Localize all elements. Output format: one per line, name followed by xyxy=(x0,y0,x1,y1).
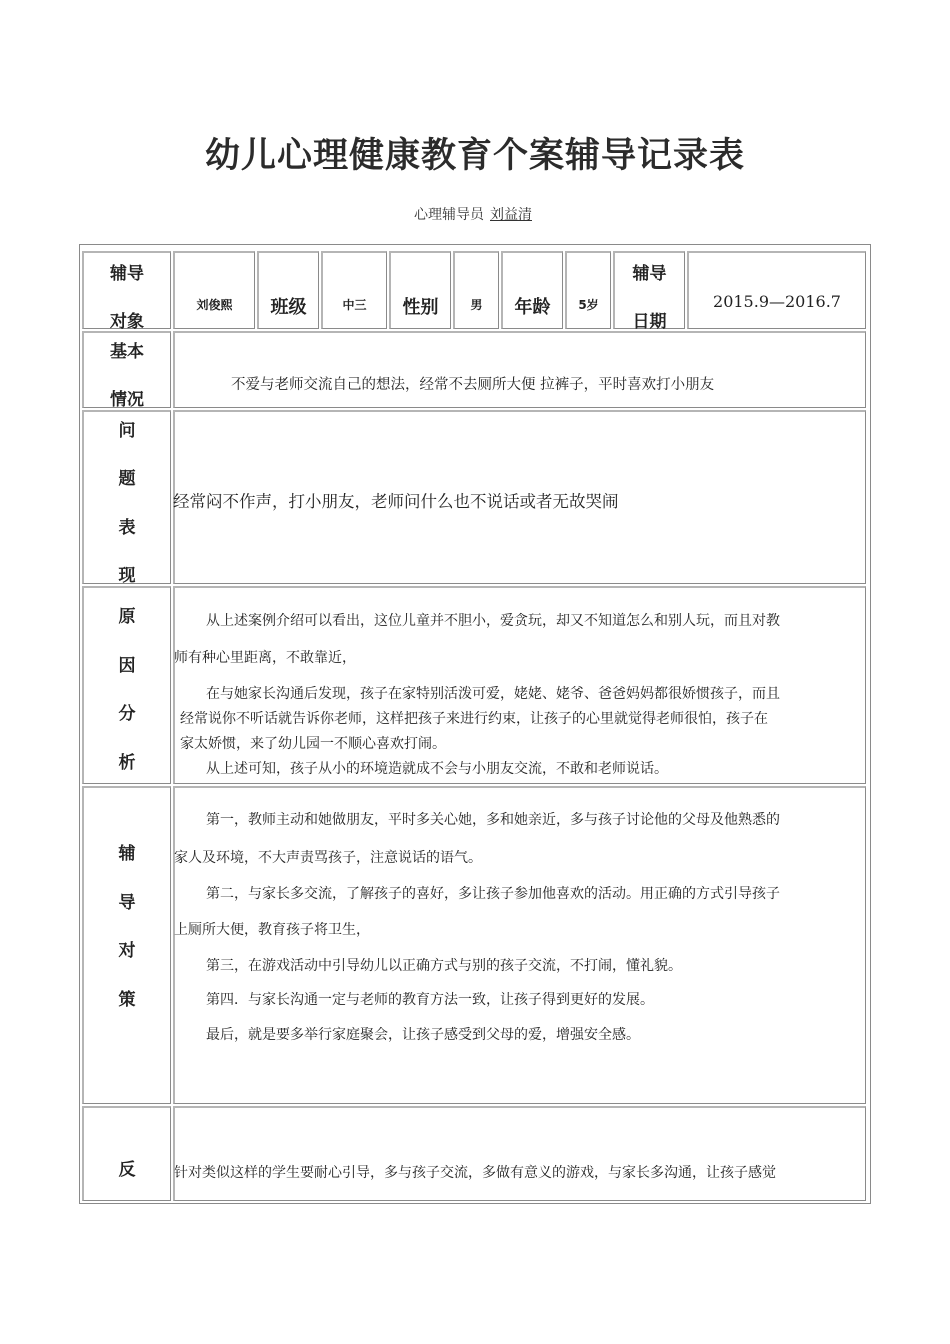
reflection-label: 反 xyxy=(118,1160,136,1180)
class-value-cell xyxy=(321,251,387,329)
target-label-line1: 辅导 xyxy=(110,264,144,284)
basic-info-label-cell xyxy=(82,331,171,408)
age-value: 5岁 xyxy=(578,298,599,312)
strategy-label-2: 导 xyxy=(118,893,136,913)
cause-label-1: 原 xyxy=(118,607,136,627)
problem-label-cell xyxy=(82,410,171,584)
gender-value-cell xyxy=(453,251,499,329)
counselor-label: 心理辅导员 xyxy=(414,207,484,223)
page-title: 幼儿心理健康教育个案辅导记录表 xyxy=(204,136,745,176)
strategy-label-4: 策 xyxy=(118,990,136,1010)
strategy-text-cell xyxy=(173,786,866,1104)
target-label-cell xyxy=(82,251,171,332)
age-value-cell xyxy=(565,251,611,329)
target-label-line2: 对象 xyxy=(110,312,144,332)
strategy-line: 最后，就是要多举行家庭聚会，让孩子感受到父母的爱，增强安全感。 xyxy=(206,1027,640,1043)
cause-line: 在与她家长沟通后发现，孩子在家特别活泼可爱，姥姥、姥爷、爸爸妈妈都很娇惯孩子，而且 xyxy=(206,686,780,702)
strategy-line: 上厕所大便，教育孩子将卫生， xyxy=(174,922,370,938)
basic-info-label-line2: 情况 xyxy=(110,390,144,410)
problem-text-cell xyxy=(173,410,866,584)
cause-label-cell xyxy=(82,586,171,784)
date-label-line2: 日期 xyxy=(632,312,667,332)
cause-label-4: 析 xyxy=(118,753,136,773)
reflection-label-cell xyxy=(82,1106,171,1201)
strategy-label-3: 对 xyxy=(118,941,136,961)
cause-text-cell xyxy=(173,586,866,784)
student-name-cell xyxy=(173,251,255,329)
class-label-cell xyxy=(257,251,319,329)
strategy-line: 第三，在游戏活动中引导幼儿以正确方式与别的孩子交流，不打闹，懂礼貌。 xyxy=(206,958,682,974)
gender-label: 性别 xyxy=(402,297,439,318)
gender-label-cell xyxy=(389,251,451,329)
date-label-line1: 辅导 xyxy=(632,264,667,284)
date-value: 2015.9—2016.7 xyxy=(713,292,841,311)
reflection-text-cell xyxy=(173,1106,866,1201)
problem-label-1: 问 xyxy=(118,421,136,441)
gender-value: 男 xyxy=(470,298,483,312)
counselor-line xyxy=(0,204,950,224)
strategy-line: 第一，教师主动和她做朋友，平时多关心她，多和她亲近，多与孩子讨论他的父母及他熟悉的 xyxy=(206,812,780,828)
reflection-text: 针对类似这样的学生要耐心引导，多与孩子交流，多做有意义的游戏，与家长多沟通，让孩子感觉 xyxy=(174,1165,776,1181)
strategy-line: 第四．与家长沟通一定与老师的教育方法一致，让孩子得到更好的发展。 xyxy=(206,992,654,1008)
basic-info-text-cell xyxy=(173,331,866,408)
strategy-line: 第二，与家长多交流，了解孩子的喜好，多让孩子参加他喜欢的活动。用正确的方式引导孩子 xyxy=(206,886,780,902)
class-value: 中三 xyxy=(342,298,367,312)
date-label-cell xyxy=(613,251,685,332)
cause-label-2: 因 xyxy=(118,656,136,676)
age-label-cell xyxy=(501,251,563,329)
student-name: 刘俊熙 xyxy=(196,298,233,312)
counselor-name: 刘益清 xyxy=(490,207,532,223)
strategy-label-cell xyxy=(82,786,171,1104)
age-label: 年龄 xyxy=(514,297,551,318)
cause-line: 从上述可知，孩子从小的环境造就成不会与小朋友交流，不敢和老师说话。 xyxy=(206,761,668,777)
basic-info-text: 不爱与老师交流自己的想法，经常不去厕所大便 拉裤子，平时喜欢打小朋友 xyxy=(231,377,715,393)
problem-label-2: 题 xyxy=(118,469,136,489)
cause-line: 师有种心里距离，不敢靠近， xyxy=(174,650,356,666)
cause-label-3: 分 xyxy=(118,704,136,724)
problem-label-3: 表 xyxy=(118,518,136,538)
problem-label-4: 现 xyxy=(118,566,136,586)
basic-info-label-line1: 基本 xyxy=(110,342,144,362)
date-value-cell xyxy=(687,251,866,329)
cause-line: 从上述案例介绍可以看出，这位儿童并不胆小，爱贪玩，却又不知道怎么和别人玩，而且对教 xyxy=(206,613,780,629)
class-label: 班级 xyxy=(270,297,307,318)
cause-line: 经常说你不听话就告诉你老师，这样把孩子来进行约束，让孩子的心里就觉得老师很怕，孩子在 xyxy=(180,711,768,727)
strategy-line: 家人及环境，不大声责骂孩子，注意说话的语气。 xyxy=(174,850,482,866)
problem-text: 经常闷不作声，打小朋友，老师问什么也不说话或者无故哭闹 xyxy=(173,492,619,511)
strategy-label-1: 辅 xyxy=(118,844,136,864)
cause-line: 家太娇惯，来了幼儿园一不顺心喜欢打闹。 xyxy=(180,736,446,752)
